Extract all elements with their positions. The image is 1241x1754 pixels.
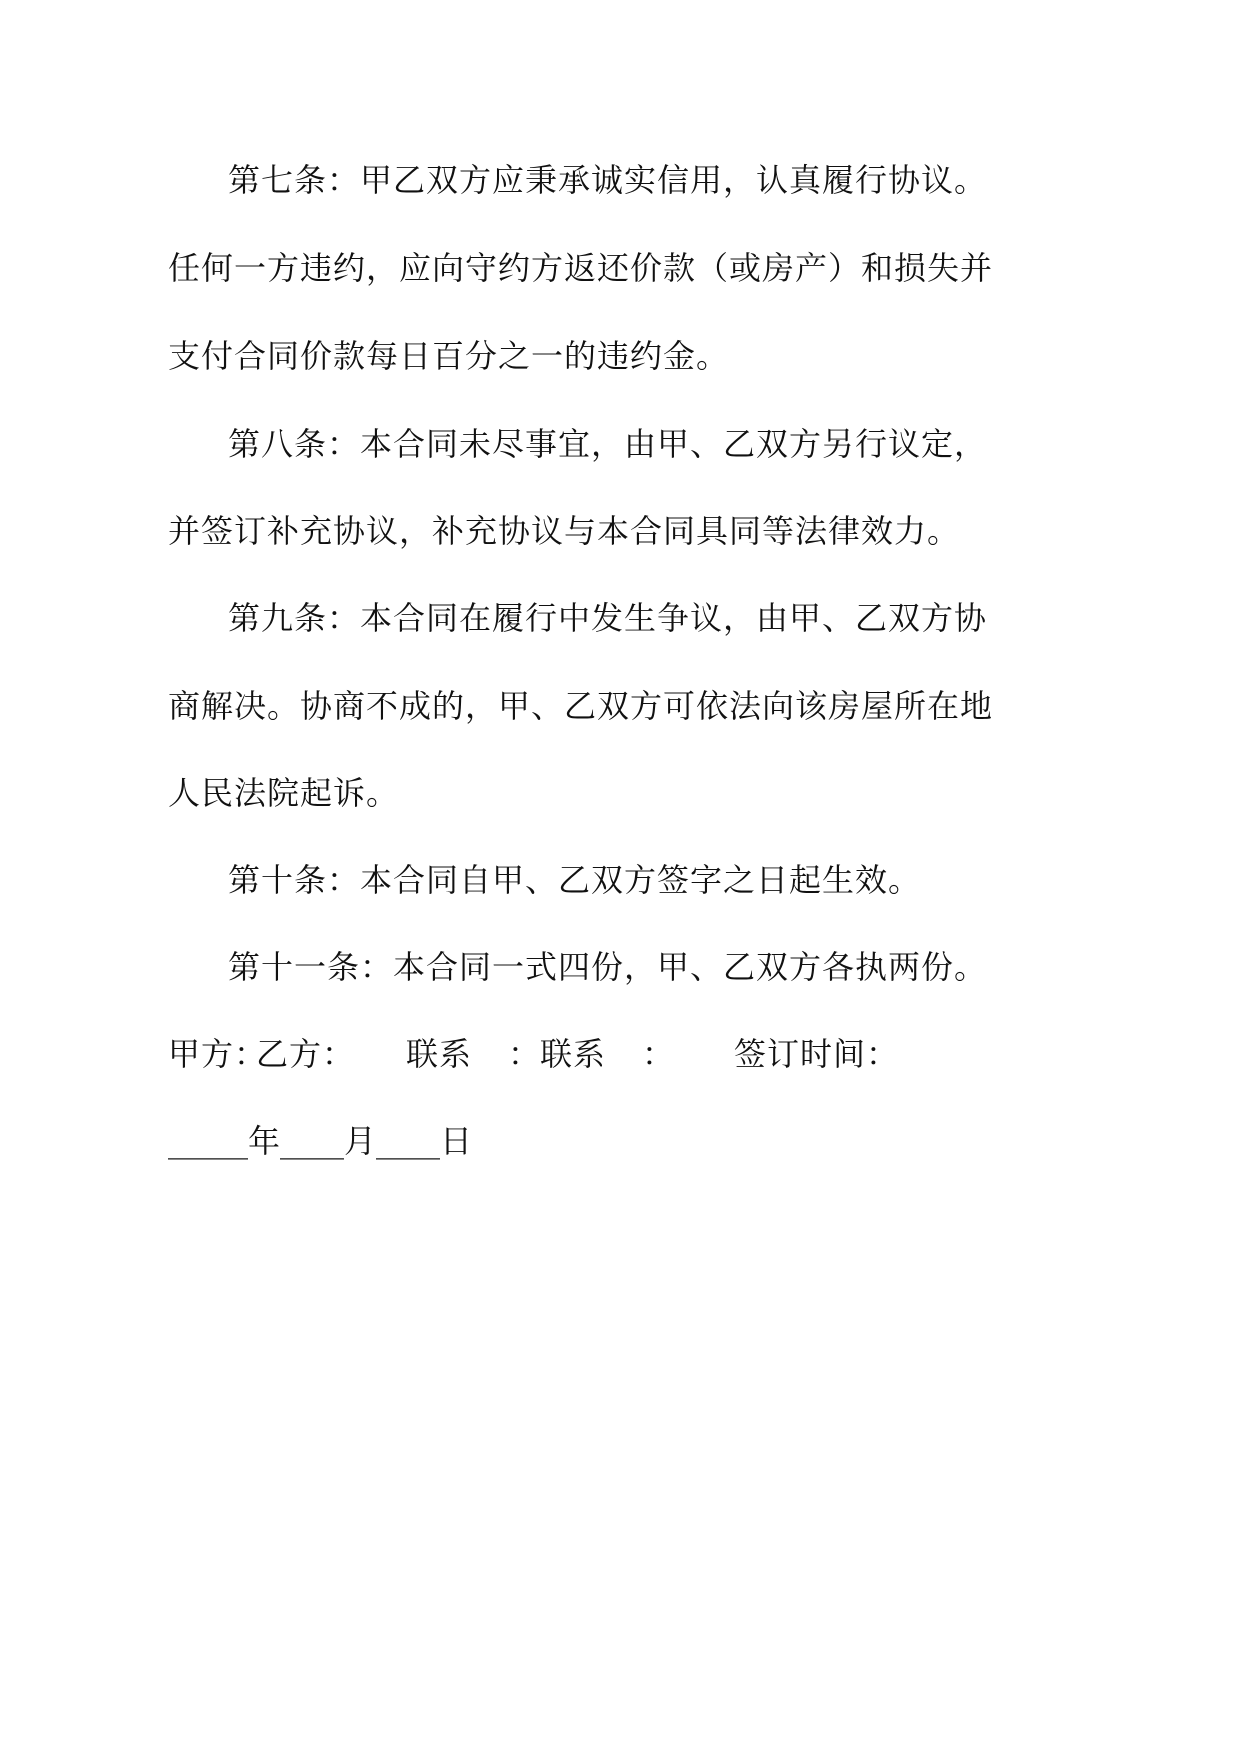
article7-line1: 第七条：甲乙双方应秉承诚实信用，认真履行协议。 (228, 161, 988, 199)
article9-line2: 商解决。协商不成的，甲、乙双方可依法向该房屋所在地 (168, 687, 994, 725)
article8-line1: 第八条：本合同未尽事宜，由甲、乙双方另行议定， (228, 425, 988, 463)
contact-colon-2: ： (642, 1035, 676, 1073)
article11-line1: 第十一条：本合同一式四份，甲、乙双方各执两份。 (228, 948, 988, 986)
article8-line2: 并签订补充协议，补充协议与本合同具同等法律效力。 (168, 512, 961, 550)
contact-label-2: 联系 (540, 1035, 607, 1073)
date-line: _____年____月____日 (168, 1122, 473, 1160)
signature-row (0, 1034, 1241, 1074)
article9-line1: 第九条：本合同在履行中发生争议，由甲、乙双方协 (228, 599, 988, 637)
article7-line3: 支付合同价款每日百分之一的违约金。 (168, 337, 730, 375)
article7-line2: 任何一方违约，应向守约方返还价款（或房产）和损失并 (168, 249, 994, 287)
sign-time-label: 签订时间： (734, 1035, 900, 1073)
party-a-label: 甲方： (168, 1035, 268, 1073)
contact-colon-1: ： (508, 1035, 542, 1073)
contact-label-1: 联系 (406, 1035, 473, 1073)
article9-line3: 人民法院起诉。 (168, 774, 400, 812)
article10-line1: 第十条：本合同自甲、乙双方签字之日起生效。 (228, 861, 922, 899)
party-b-label: 乙方： (256, 1035, 356, 1073)
